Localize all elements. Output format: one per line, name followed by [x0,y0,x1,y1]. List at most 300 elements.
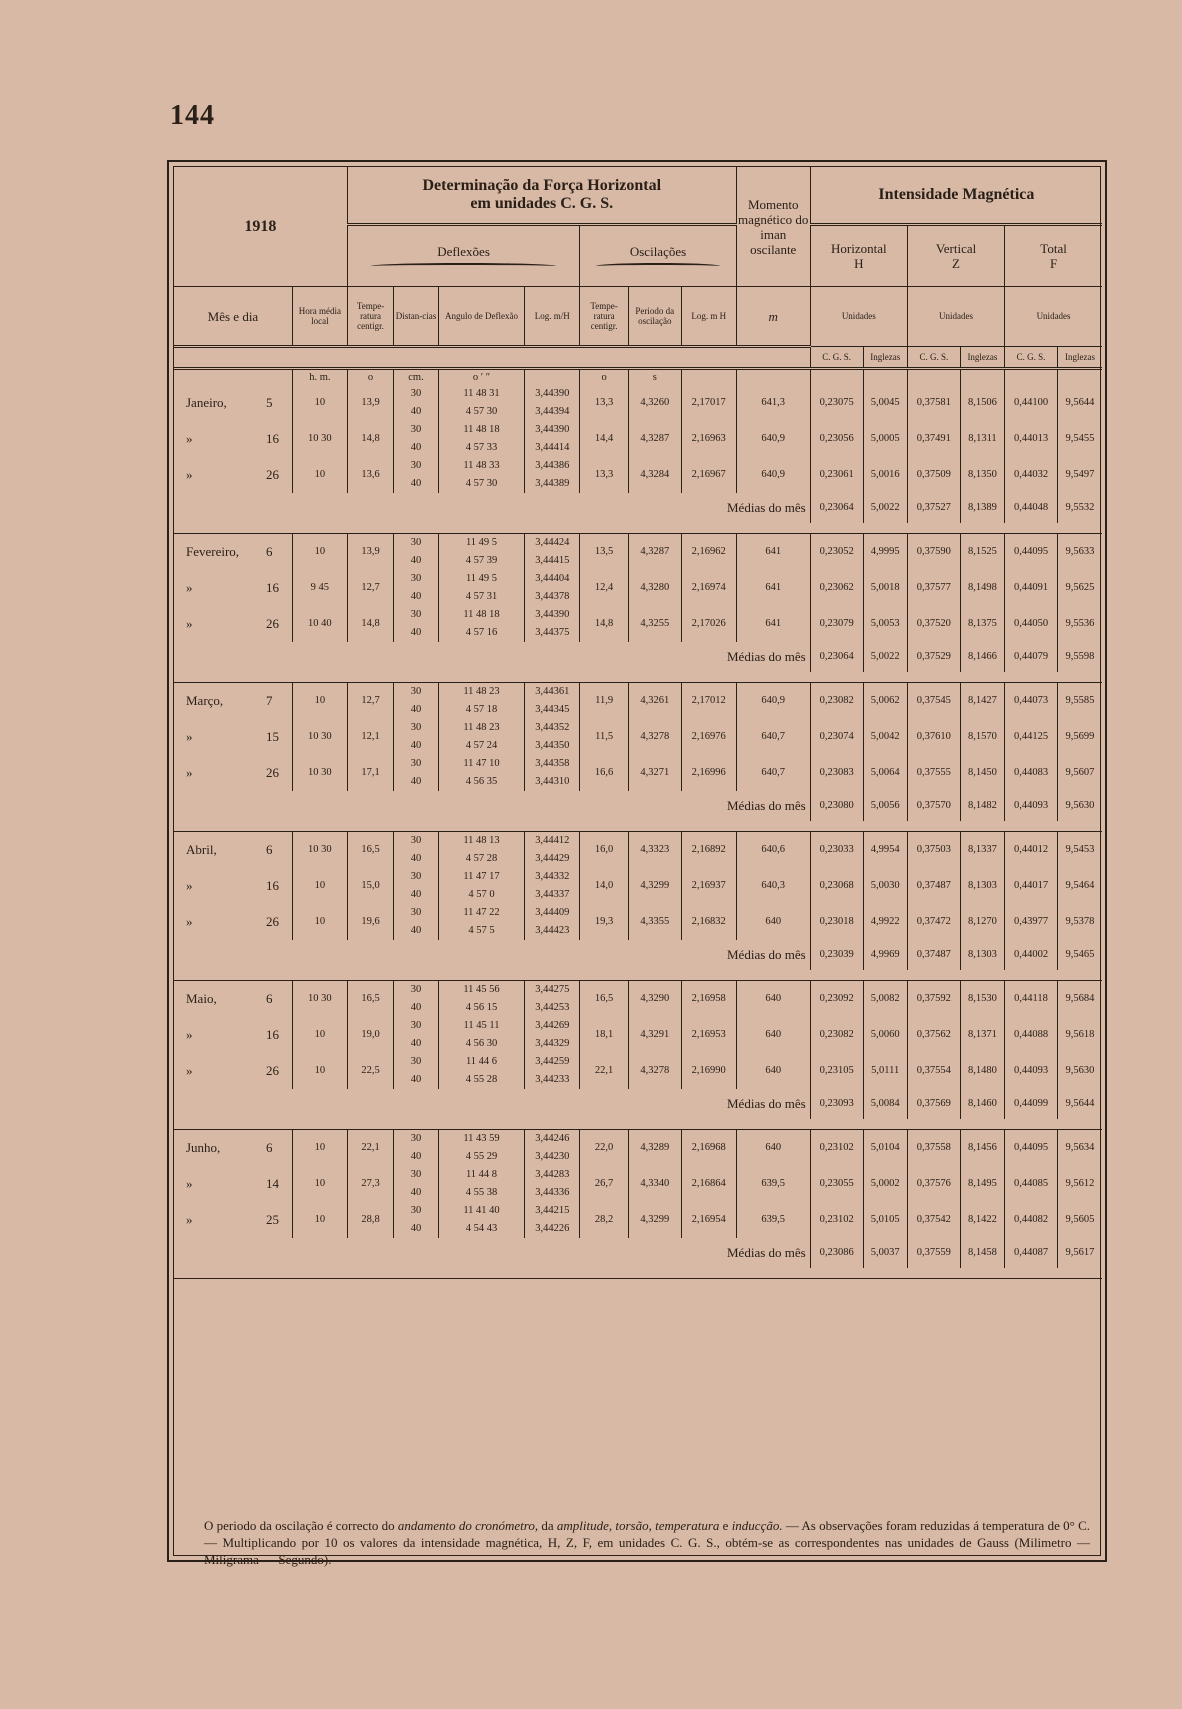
unit-cm: cm. [394,369,438,385]
hora-header [292,287,347,347]
log-label: Log. m/H [534,311,570,321]
month-day [174,868,292,904]
hora: 10 40 [292,606,347,642]
month-day [174,421,292,457]
value-f2: 9,5455 [1065,433,1095,444]
distancia: 30 [394,755,438,773]
log-header [525,287,580,347]
value-f2: 9,5618 [1065,1029,1095,1040]
units-blank-5 [810,369,863,385]
month-name: » [186,1026,193,1042]
units-z [907,286,1004,347]
temperatura: 13,9 [347,385,393,421]
day-number: 14 [266,1175,279,1191]
ing-f-label: Inglezas [1064,351,1095,362]
log-m-h: 3,44423 [525,922,580,940]
value-f2: 9,5633 [1065,546,1095,557]
value-h2: 5,0002 [863,1166,907,1202]
hora: 10 [292,457,347,493]
log-mh: 2,17026 [681,606,736,642]
day-number: 16 [266,430,279,446]
dist-label: Distan-cias [395,311,437,321]
medias-row [174,642,1102,672]
value-f2: 9,5605 [1065,1214,1095,1225]
value-h1: 0,23056 [810,421,863,457]
hora: 10 30 [292,755,347,791]
medias-f1: 0,44079 [1005,642,1058,672]
value-f2: 9,5464 [1065,880,1095,891]
value-f1: 0,44093 [1005,1053,1058,1089]
log-m-h: 3,44429 [525,850,580,868]
log-mh: 2,16968 [681,1129,736,1166]
temperatura: 19,6 [347,904,393,940]
log-mh: 2,16864 [681,1166,736,1202]
temperatura-osc: 18,1 [580,1017,629,1053]
log-m-h: 3,44389 [525,475,580,493]
medias-z1: 0,37569 [907,1089,960,1119]
value-f2: 9,5634 [1065,1142,1095,1153]
month-day [174,570,292,606]
momento-m: 640,6 [736,831,810,868]
periodo: 4,3260 [628,385,681,421]
month-name: » [186,1062,193,1078]
month-day [174,1166,292,1202]
hora: 10 [292,904,347,940]
units-blank-8 [960,369,1004,385]
intensidade-header [810,167,1102,225]
periodo-label: Periodo da oscilação [635,306,675,326]
table-row [174,904,1102,922]
month-name: Fevereiro, [186,543,240,559]
value-z1: 0,37555 [907,755,960,791]
periodo: 4,3278 [628,1053,681,1089]
angulo: 11 44 8 [438,1166,525,1184]
table-row [174,1053,1102,1071]
temperatura-osc: 14,8 [580,606,629,642]
medias-f1: 0,44002 [1005,940,1058,970]
value-f1: 0,44017 [1005,868,1058,904]
month-day [174,533,292,570]
logmh-header [681,287,736,347]
value-h1: 0,23102 [810,1202,863,1238]
distancia: 30 [394,904,438,922]
hora-label: Hora média local [298,306,341,326]
ing-z [960,347,1004,369]
year-cell [174,167,347,287]
day-number: 26 [266,1062,279,1078]
medias-label: Médias do mês [174,940,810,970]
medias-label: Médias do mês [174,493,810,523]
medias-f1: 0,44048 [1005,493,1058,523]
footnote-p1: O periodo da oscilação é correcto do [204,1518,398,1533]
log-mh: 2,16976 [681,719,736,755]
medias-h1: 0,23086 [810,1238,863,1268]
log-mh: 2,16953 [681,1017,736,1053]
distancia: 40 [394,886,438,904]
angulo: 4 57 16 [438,624,525,642]
log-m-h: 3,44246 [525,1129,580,1148]
total-header [1005,225,1102,287]
month-day [174,1053,292,1089]
day-number: 26 [266,764,279,780]
momento-m: 640,9 [736,682,810,719]
angulo: 4 56 15 [438,999,525,1017]
units-blank-4 [736,369,810,385]
hora: 10 [292,1017,347,1053]
month-name: » [186,430,193,446]
temperatura-osc: 13,3 [580,457,629,493]
total-label: Total [1040,240,1067,256]
table-row [174,457,1102,475]
log-mh: 2,16996 [681,755,736,791]
value-f1: 0,44095 [1005,533,1058,570]
value-h1: 0,23052 [810,533,863,570]
log-m-h: 3,44345 [525,701,580,719]
medias-row [174,1089,1102,1119]
distancia: 30 [394,457,438,475]
unit-s: s [628,369,681,385]
log-m-h: 3,44390 [525,606,580,624]
value-z1: 0,37503 [907,831,960,868]
value-f2: 9,5585 [1065,695,1095,706]
deflexoes-label: Deflexões [437,243,490,259]
row-separator [174,523,1102,534]
angulo: 11 45 11 [438,1017,525,1035]
temperatura-osc: 22,0 [580,1129,629,1166]
log-m-h: 3,44361 [525,682,580,701]
hora: 10 [292,1202,347,1238]
value-h2: 5,0005 [863,421,907,457]
temperatura: 13,9 [347,533,393,570]
value-z1: 0,37610 [907,719,960,755]
table-row [174,755,1102,773]
distancia: 30 [394,1166,438,1184]
log-m-h: 3,44390 [525,421,580,439]
subheader-spacer [174,347,810,369]
dist-header [394,287,438,347]
value-h2: 5,0018 [863,570,907,606]
angulo: 4 57 24 [438,737,525,755]
value-h2: 5,0016 [863,457,907,493]
table-row [174,868,1102,886]
value-f2: 9,5644 [1065,397,1095,408]
temperatura-osc: 14,0 [580,868,629,904]
logmh-label: Log. m H [691,311,727,321]
momento-m: 640,7 [736,755,810,791]
value-f1: 0,44013 [1005,421,1058,457]
temperatura-osc: 14,4 [580,421,629,457]
log-m-h: 3,44275 [525,980,580,999]
medias-h1: 0,23064 [810,493,863,523]
month-name: » [186,615,193,631]
angulo: 4 55 29 [438,1148,525,1166]
medias-z1: 0,37570 [907,791,960,821]
angulo: 11 44 6 [438,1053,525,1071]
row-separator [174,1268,1102,1279]
total-symbol: F [1049,255,1058,271]
periodo: 4,3280 [628,570,681,606]
medias-h1: 0,23064 [810,642,863,672]
medias-f2: 9,5532 [1065,502,1095,513]
log-mh: 2,17017 [681,385,736,421]
year: 1918 [244,217,277,235]
medias-f1: 0,44093 [1005,791,1058,821]
table-body [174,385,1102,1279]
row-separator [174,970,1102,981]
mes-dia-label: Mês e dia [207,308,259,324]
hora: 10 30 [292,831,347,868]
horizontal-symbol: H [854,255,864,271]
log-mh: 2,16963 [681,421,736,457]
distancia: 30 [394,682,438,701]
distancia: 30 [394,831,438,850]
periodo: 4,3287 [628,533,681,570]
month-day [174,682,292,719]
month-day [174,831,292,868]
value-f2: 9,5630 [1065,1065,1095,1076]
units-z-label: Unidades [939,311,974,322]
value-h1: 0,23075 [810,385,863,421]
distancia: 30 [394,1053,438,1071]
log-m-h: 3,44329 [525,1035,580,1053]
temperatura: 19,0 [347,1017,393,1053]
month-name: » [186,913,193,929]
unit-angle: o ′ ″ [438,369,525,385]
separator-cell [174,1268,1102,1279]
units-f-label: Unidades [1036,311,1071,322]
footnote-i3: inducção. [731,1518,783,1533]
table-row [174,1017,1102,1035]
value-f2: 9,5536 [1065,618,1095,629]
ing-f [1057,347,1102,369]
distancia: 40 [394,1071,438,1089]
angulo: 4 57 5 [438,922,525,940]
day-number: 6 [266,543,273,559]
table-row [174,1166,1102,1184]
row-separator [174,821,1102,832]
value-h1: 0,23033 [810,831,863,868]
value-z2: 8,1427 [960,682,1004,719]
log-m-h: 3,44352 [525,719,580,737]
momento-m: 641 [736,606,810,642]
value-z1: 0,37542 [907,1202,960,1238]
value-h2: 5,0053 [863,606,907,642]
medias-label: Médias do mês [174,642,810,672]
distancia: 30 [394,1017,438,1035]
value-h2: 5,0082 [863,980,907,1017]
value-h1: 0,23102 [810,1129,863,1166]
separator-cell [174,821,1102,832]
medias-h1: 0,23093 [810,1089,863,1119]
log-m-h: 3,44233 [525,1071,580,1089]
medias-z2: 8,1482 [960,791,1004,821]
temperatura: 16,5 [347,831,393,868]
value-f1: 0,44012 [1005,831,1058,868]
momento-m: 640,9 [736,421,810,457]
log-mh: 2,17012 [681,682,736,719]
units-blank-10 [1057,369,1102,385]
distancia: 40 [394,737,438,755]
log-mh: 2,16962 [681,533,736,570]
vertical-header [907,225,1004,287]
temp1-label: Tempe-ratura centigr. [356,301,385,331]
medias-h2: 5,0022 [863,493,907,523]
value-f1: 0,44082 [1005,1202,1058,1238]
value-z2: 8,1525 [960,533,1004,570]
angulo: 11 45 56 [438,980,525,999]
medias-z2: 8,1303 [960,940,1004,970]
periodo: 4,3271 [628,755,681,791]
value-h2: 5,0062 [863,682,907,719]
magnetic-data-table [174,167,1102,1279]
day-number: 6 [266,990,273,1006]
value-f2: 9,5378 [1065,916,1095,927]
log-m-h: 3,44350 [525,737,580,755]
medias-h2: 5,0022 [863,642,907,672]
log-m-h: 3,44215 [525,1202,580,1220]
temperatura-osc: 28,2 [580,1202,629,1238]
angulo: 4 57 39 [438,552,525,570]
value-h2: 4,9922 [863,904,907,940]
table-inner-frame [173,166,1101,1567]
cgs-z [907,347,960,369]
m-label: m [768,308,778,324]
month-day [174,606,292,642]
medias-h2: 5,0084 [863,1089,907,1119]
separator-cell [174,672,1102,683]
angulo: 4 57 30 [438,475,525,493]
value-z1: 0,37576 [907,1166,960,1202]
month-name: Junho, [186,1139,221,1155]
periodo: 4,3289 [628,1129,681,1166]
medias-z1: 0,37559 [907,1238,960,1268]
medias-z2: 8,1389 [960,493,1004,523]
angulo: 4 56 30 [438,1035,525,1053]
temperatura-osc: 13,3 [580,385,629,421]
distancia: 40 [394,1035,438,1053]
value-h1: 0,23082 [810,682,863,719]
footnote-p3: e [719,1518,732,1533]
mes-dia-header [174,287,292,347]
distancia: 40 [394,1148,438,1166]
hora: 10 [292,1053,347,1089]
units-blank-9 [1005,369,1058,385]
day-number: 16 [266,877,279,893]
angulo: 4 56 35 [438,773,525,791]
vertical-label: Vertical [935,240,977,256]
value-h2: 5,0030 [863,868,907,904]
value-h1: 0,23074 [810,719,863,755]
distancia: 30 [394,868,438,886]
month-day [174,1129,292,1166]
distancia: 40 [394,999,438,1017]
cgs-h [810,347,863,369]
day-number: 25 [266,1211,279,1227]
log-m-h: 3,44404 [525,570,580,588]
table-frame [167,160,1107,1567]
log-m-h: 3,44415 [525,552,580,570]
distancia: 40 [394,439,438,457]
momento-m: 640,7 [736,719,810,755]
momento-m: 640 [736,1017,810,1053]
periodo: 4,3323 [628,831,681,868]
temperatura-osc: 16,0 [580,831,629,868]
angulo: 11 48 13 [438,831,525,850]
units-h-label: Unidades [841,311,876,322]
day-number: 6 [266,1139,273,1155]
intensidade-label: Intensidade Magnética [878,186,1035,203]
value-z1: 0,37545 [907,682,960,719]
distancia: 40 [394,552,438,570]
month-day [174,1017,292,1053]
value-z2: 8,1311 [960,421,1004,457]
medias-h1: 0,23080 [810,791,863,821]
momento-m: 639,5 [736,1202,810,1238]
table-row [174,719,1102,737]
medias-label: Médias do mês [174,1089,810,1119]
periodo: 4,3299 [628,868,681,904]
angulo: 4 57 30 [438,403,525,421]
footnote-i2: amplitude, torsão, temperatura [556,1518,720,1533]
temp1-header [347,287,393,347]
angulo: 4 57 0 [438,886,525,904]
temperatura: 27,3 [347,1166,393,1202]
value-z2: 8,1480 [960,1053,1004,1089]
value-f1: 0,44085 [1005,1166,1058,1202]
log-mh: 2,16954 [681,1202,736,1238]
temperatura-osc: 11,5 [580,719,629,755]
units-blank-3 [681,369,736,385]
horizontal-header [810,225,907,287]
month-day [174,904,292,940]
temperatura-osc: 11,9 [580,682,629,719]
temperatura: 16,5 [347,980,393,1017]
temperatura-osc: 16,6 [580,755,629,791]
angulo: 4 55 38 [438,1184,525,1202]
hora: 10 30 [292,421,347,457]
hora: 10 [292,1166,347,1202]
medias-z2: 8,1460 [960,1089,1004,1119]
distancia: 40 [394,773,438,791]
periodo: 4,3261 [628,682,681,719]
month-name: » [186,728,193,744]
value-z2: 8,1422 [960,1202,1004,1238]
log-m-h: 3,44230 [525,1148,580,1166]
value-z2: 8,1375 [960,606,1004,642]
hora: 10 [292,868,347,904]
separator-cell [174,523,1102,534]
angulo: 11 49 5 [438,570,525,588]
log-m-h: 3,44409 [525,904,580,922]
angulo: 4 57 28 [438,850,525,868]
value-h2: 5,0104 [863,1129,907,1166]
value-f2: 9,5453 [1065,844,1095,855]
m-header [736,287,810,347]
month-name: » [186,1175,193,1191]
footnote-p2: da [538,1518,557,1533]
angulo: 11 48 31 [438,385,525,403]
hora: 10 [292,533,347,570]
value-h1: 0,23092 [810,980,863,1017]
momento-m: 640,9 [736,457,810,493]
distancia: 40 [394,475,438,493]
table-row [174,533,1102,552]
value-f2: 9,5684 [1065,993,1095,1004]
medias-f2: 9,5617 [1065,1247,1095,1258]
temperatura: 17,1 [347,755,393,791]
value-h2: 5,0111 [863,1053,907,1089]
momento-m: 641 [736,533,810,570]
